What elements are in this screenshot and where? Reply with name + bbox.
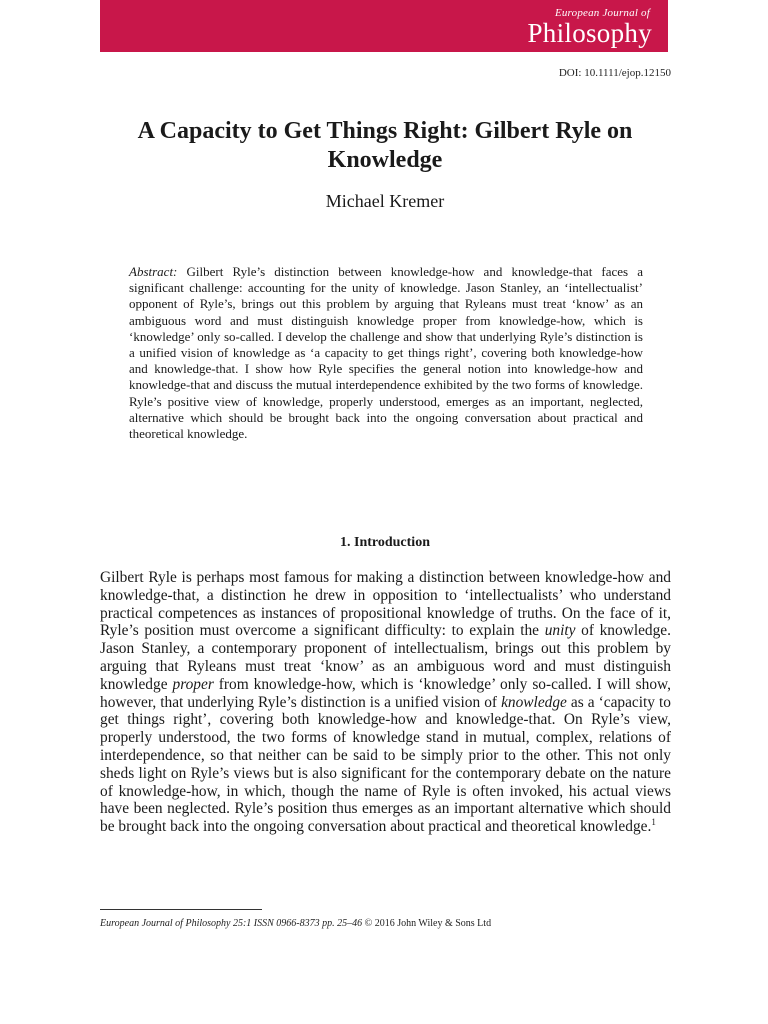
footnote-marker[interactable]: 1: [651, 817, 656, 828]
section-heading: 1. Introduction: [340, 535, 430, 550]
journal-name-line1: European Journal of: [554, 7, 650, 19]
footer-copyright: © 2016 John Wiley & Sons Ltd: [364, 918, 492, 929]
intro-text-1: Gilbert Ryle is perhaps most famous for making a distinction between knowledge-how and knowledge-that, a distinction he drew in opposition to ‘intellectualists’ who understand practical competences as instances of propositional knowledge of truths. On the face of it, Ryle’s position must overcome a significant difficulty: to explain the: [100, 569, 671, 640]
intro-emphasis-knowledge: knowledge: [501, 693, 567, 711]
abstract: [129, 264, 643, 442]
author-name: Michael Kremer: [325, 191, 445, 211]
abstract-text: Gilbert Ryle’s distinction between knowledge-how and knowledge-that faces a significant challenge: accounting for the unity of knowledge. Jason Stanley, an ‘intellectualist’ opponent of Ryle’s, brings out this problem by arguing that Ryleans must treat ‘know’ as an ambiguous word and must distinguish knowledge proper from knowledge-how, which is ‘knowledge’ only so-called. I develop the challenge and show that underlying Ryle’s distinction is a unified vision of knowledge as ‘a capacity to get things right’, covering both knowledge-how and knowledge-that. I show how Ryle specifies the general notion into knowledge-how and knowledge-that and discuss the mutual interdependence exhibited by the two forms of knowledge. Ryle’s positive view of knowledge, properly understood, emerges as an important, neglected, alternative which should be brought back into the ongoing conversation about practical and theoretical knowledge.: [129, 264, 644, 442]
journal-name-line2: Philosophy: [527, 18, 652, 48]
intro-text-4: as a ‘capacity to get things right’, covering both knowledge-how and knowledge-that. On Ryle’s view, properly understood, the two forms of knowledge stand in mutual, complex, relations of interdependence, so that neither can be said to be simply prior to the other. This not only sheds light on Ryle’s views but is also significant for the contemporary debate on the nature of knowledge-how, in which, though the name of Ryle is often invoked, his actual views have been neglected. Ryle’s position thus emerges as an important alternative which should be brought back into the ongoing conversation about practical and theoretical knowledge.: [100, 693, 672, 836]
intro-emphasis-unity: unity: [544, 622, 576, 640]
intro-text-3: from knowledge-how, which is ‘knowledge’ only so-called. I will show, however, that underlying Ryle’s distinction is a unified vision of: [100, 675, 671, 711]
article-title: A Capacity to Get Things Right: Gilbert Ryle on Knowledge: [137, 118, 633, 173]
abstract-label: Abstract:: [129, 264, 178, 279]
intro-text-2: of knowledge. Jason Stanley, a contemporary proponent of intellectualism, brings out this problem by arguing that Ryleans must treat ‘know’ as an ambiguous word and must distinguish knowledge: [100, 622, 671, 693]
doi: DOI: 10.1111/ejop.12150: [558, 67, 671, 79]
introduction-paragraph: [100, 569, 671, 836]
page-footer: [100, 918, 671, 929]
footer-journal-ref: European Journal of Philosophy 25:1 ISSN 0966-8373 pp. 25–46: [100, 918, 363, 929]
intro-emphasis-proper: proper: [172, 675, 214, 693]
journal-banner: [100, 0, 668, 52]
footer-divider: [100, 909, 262, 910]
